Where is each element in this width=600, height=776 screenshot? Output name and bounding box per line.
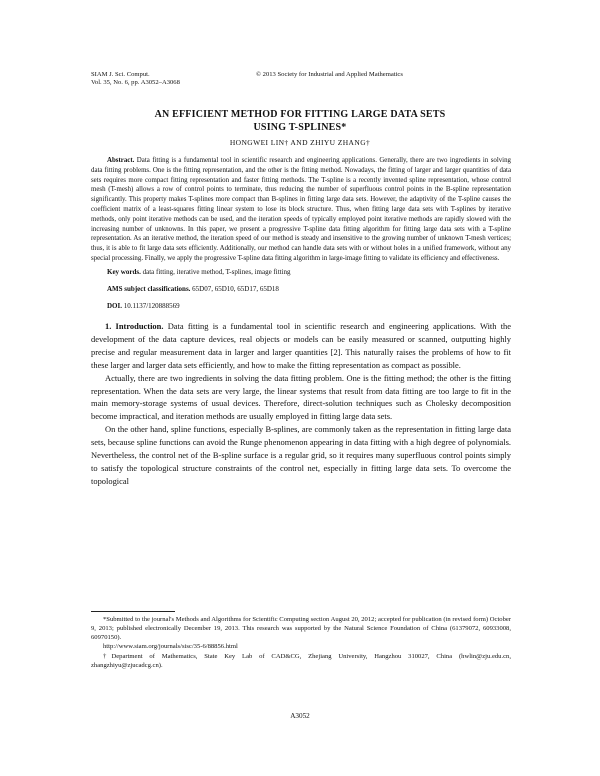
doi-label: DOI. — [107, 302, 122, 310]
introduction-section — [91, 320, 511, 488]
journal-header — [91, 71, 180, 87]
footnote-submission: *Submitted to the journal's Methods and Algorithms for Scientific Computing section August 20, 2012; accepted for publication (in revised form) October 9, 2013; published electronically December 19, 2013. This research was supported by the Natural Science Foundation of China (61379072, 60933008, 60970150). — [91, 616, 511, 641]
footnote-affiliation: †Department of Mathematics, State Key Lab of CAD&CG, Zhejiang University, Hangzhou 310027, China (hwlin@zju.edu.cn, zhangzhiyu@zjucadcg.cn). — [91, 653, 511, 669]
intro-paragraph-3: On the other hand, spline functions, especially B-splines, are commonly taken as the representation in fitting large data sets, because spline functions can avoid the Runge phenomenon appearing in data fitting with a high degree of polynomials. Nevertheless, the control net of the B-spline surface is a regular grid, so it requires many superfluous control points simply to satisfy the topological structure constraints of the control net, especially in fitting large data sets. To overcome the topological — [91, 424, 511, 486]
footnote-rule — [91, 611, 175, 612]
keywords-label: Key words. — [107, 268, 141, 276]
paper-title — [90, 108, 510, 134]
authors: HONGWEI LIN† AND ZHIYU ZHANG† — [229, 138, 371, 147]
ams-text: 65D07, 65D10, 65D17, 65D18 — [192, 285, 279, 293]
ams-label: AMS subject classifications. — [107, 285, 191, 293]
intro-paragraph-1 — [91, 320, 511, 372]
abstract-label: Abstract. — [107, 157, 135, 164]
doi-text: 10.1137/120888569 — [123, 302, 180, 310]
intro-paragraph-2: Actually, there are two ingredients in solving the data fitting problem. One is the fitting method; the other is the fitting representation. When the data sets are very large, the linear systems that result from data fitting are too large to fit in the main memory-storage systems of usual devices. Therefore, direct-solution techniques such as Cholesky decomposition become impractical, and iteration methods are usually employed in fitting large data sets. — [91, 372, 511, 422]
title-line-1: AN EFFICIENT METHOD FOR FITTING LARGE DATA SETS — [154, 109, 446, 120]
footnote-url[interactable]: http://www.siam.org/journals/sisc/35-6/88856.html — [103, 643, 238, 651]
journal-volume: Vol. 35, No. 6, pp. A3052–A3068 — [91, 79, 180, 86]
footnotes — [91, 616, 511, 672]
ams-classifications — [91, 285, 511, 294]
keywords — [91, 268, 511, 277]
doi — [91, 302, 511, 311]
section-heading: 1. Introduction. — [105, 321, 164, 331]
copyright-notice: © 2013 Society for Industrial and Applied Mathematics — [256, 71, 403, 78]
intro-p1-text: Data fitting is a fundamental tool in scientific research and engineering applications. With the development of the data capture devices, real objects or models can be easily measured or scanned, outputting highly precise and regular measurement data in larger and larger quantities [2]. This naturally raises the problems of how to fit these larger and larger data sets efficiently, and how to make the fitting representation as compact as possible. — [91, 321, 512, 370]
journal-name: SIAM J. Sci. Comput. — [91, 71, 150, 78]
page-number: A3052 — [290, 712, 310, 720]
keywords-text: data fitting, iterative method, T-splines, image fitting — [142, 268, 291, 276]
title-line-2: USING T-SPLINES* — [253, 122, 347, 133]
abstract-text: Data fitting is a fundamental tool in scientific research and engineering applications. Generally, there are two ingredients in solving data fitting problems. One is the fitting representation, and the other is the fitting method. Nowadays, the fitting of larger and larger quantities of data sets requires more compact fitting representation and faster fitting methods. The T-spline is a recently invented spline representation, whose control mesh (T-mesh) allows a row of control points to terminate, thus reducing the number of superfluous control points in the B-spline representation significantly. This property makes T-splines more compact than B-splines in fitting large data sets. However, the adaptivity of the T-spline causes the coefficient matrix of a least-squares fitting linear system to lose its block structure. Thus, when fitting large data sets with T-splines by iterative methods, only point iterative methods can be used, and the iteration speeds of typically employed point iterative methods are rapidly slowed with the increasing number of unknowns. In this paper, we present a progressive T-spline data fitting algorithm for fitting large data sets with a T-spline representation. As an iterative method, the iteration speed of our method is steady and insensitive to the growing number of unknown T-mesh vertices; thus, it is able to fit large data sets efficiently. Additionally, our method can handle data sets with or without holes in a unified framework, without any special processing. Finally, we apply the progressive T-spline data fitting algorithm in large-image fitting to validate its efficiency and effectiveness. — [91, 157, 511, 262]
abstract — [91, 156, 511, 264]
